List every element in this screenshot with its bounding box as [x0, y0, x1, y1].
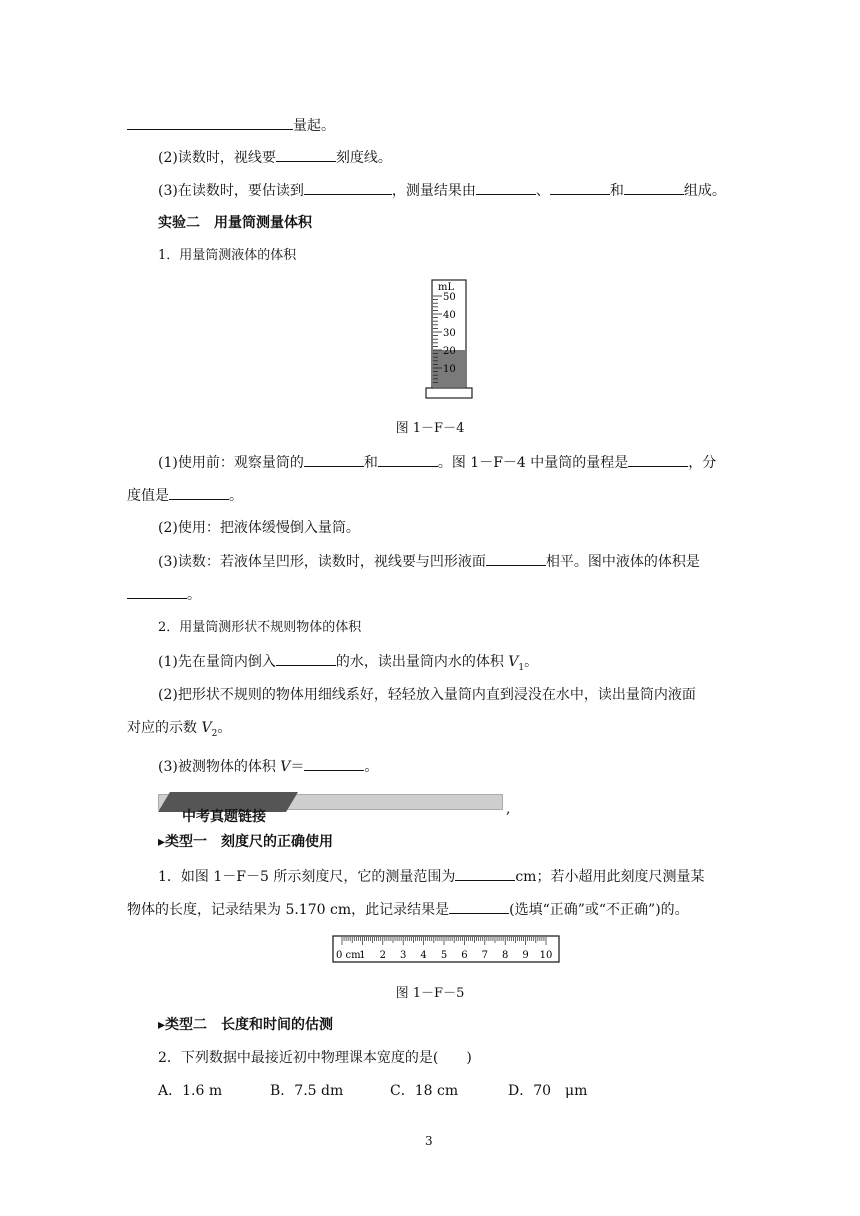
tick-label: 40: [443, 310, 456, 321]
cylinder-base: [426, 388, 472, 398]
ruler-label: 1: [359, 950, 366, 961]
ruler-figure: [332, 935, 560, 963]
answer-blank: [486, 552, 546, 566]
text-line: (2)读数时，视线要 刻度线。: [158, 150, 392, 166]
text-line: 量起。: [127, 116, 335, 135]
text-line: (3)读数：若液体呈凹形，读数时，视线要与凹形液面 相平。图中液体的体积是: [158, 554, 700, 570]
answer-blank: [304, 453, 364, 467]
answer-blank: [304, 181, 392, 195]
option-d: D．70 μm: [508, 1083, 588, 1099]
answer-blank: [276, 652, 336, 666]
option-c: C．18 cm: [390, 1083, 459, 1099]
text-line: (3)在读数时，要估读到 ，测量结果由 、 和 组成。: [158, 183, 726, 199]
text-line: (1)使用前：观察量筒的 和 。图 1－F－4 中量筒的量程是 ，分: [158, 455, 717, 471]
answer-blank: [378, 453, 438, 467]
figure-caption: 图 1－F－4: [395, 421, 465, 436]
answer-blank: [476, 181, 536, 195]
ruler-label: 6: [461, 950, 468, 961]
ruler-label: 8: [502, 950, 509, 961]
text-line: (3)被测物体的体积 V＝ 。: [158, 759, 379, 775]
text-line: 1．如图 1－F－5 所示刻度尺，它的测量范围为 cm；若小超用此刻度尺测量某: [158, 869, 705, 885]
text-line: (1)先在量筒内倒入 的水，读出量筒内水的体积 $V_1$。: [158, 654, 539, 673]
ruler-label: 2: [379, 950, 386, 961]
text-line: 度值是 。: [127, 488, 243, 504]
ruler-label: 5: [440, 950, 448, 961]
answer-blank: [449, 900, 509, 914]
subsection-title: 1．用量筒测液体的体积: [158, 248, 297, 263]
page-number: 3: [425, 1134, 433, 1148]
ruler-label: 0 cm: [336, 950, 361, 961]
text-line: 对应的示数 $V_2$。: [127, 720, 232, 739]
answer-blank: [628, 453, 688, 467]
unit-label: mL: [438, 282, 455, 293]
answer-blank: [455, 867, 515, 881]
tick-label: 30: [443, 328, 456, 339]
subsection-title: 2．用量筒测形状不规则物体的体积: [158, 620, 362, 635]
tick-label: 10: [443, 364, 456, 375]
graduated-cylinder-figure: [424, 278, 474, 400]
answer-blank: [276, 148, 336, 162]
ruler-label: 7: [481, 950, 488, 961]
section-banner: [158, 792, 502, 825]
text-line: (2)把形状不规则的物体用细线系好，轻轻放入量筒内直到浸没在水中，读出量筒内液面: [158, 687, 696, 703]
answer-blank: [624, 181, 684, 195]
text-line: (2)使用：把液体缓慢倒入量筒。: [158, 520, 360, 536]
question-line: 2．下列数据中最接近初中物理课本宽度的是( ): [158, 1050, 472, 1066]
answer-blank: [127, 585, 187, 599]
banner-comma: ,: [506, 801, 511, 817]
ruler-label: 10: [539, 950, 553, 961]
text-line: 。: [127, 585, 201, 604]
answer-blank: [127, 116, 293, 130]
ruler-label: 3: [400, 950, 407, 961]
answer-blank: [169, 486, 229, 500]
ruler-label: 9: [522, 950, 529, 961]
tick-label: 50: [443, 292, 456, 303]
option-a: A．1.6 m: [158, 1083, 223, 1099]
type-heading: ▸类型一 刻度尺的正确使用: [158, 834, 334, 850]
answer-blank: [304, 757, 364, 771]
text-line: 物体的长度，记录结果为 5.170 cm，此记录结果是 (选填“正确”或“不正确”)的。: [127, 902, 689, 918]
option-b: B．7.5 dm: [270, 1083, 344, 1099]
section-heading: 实验二 用量筒测量体积: [158, 215, 312, 231]
banner-title: 中考真题链接: [182, 809, 266, 825]
ruler-label: 4: [420, 950, 427, 961]
figure-caption: 图 1－F－5: [395, 986, 465, 1001]
type-heading: ▸类型二 长度和时间的估测: [158, 1017, 334, 1033]
tick-label: 20: [443, 346, 456, 357]
answer-blank: [550, 181, 610, 195]
